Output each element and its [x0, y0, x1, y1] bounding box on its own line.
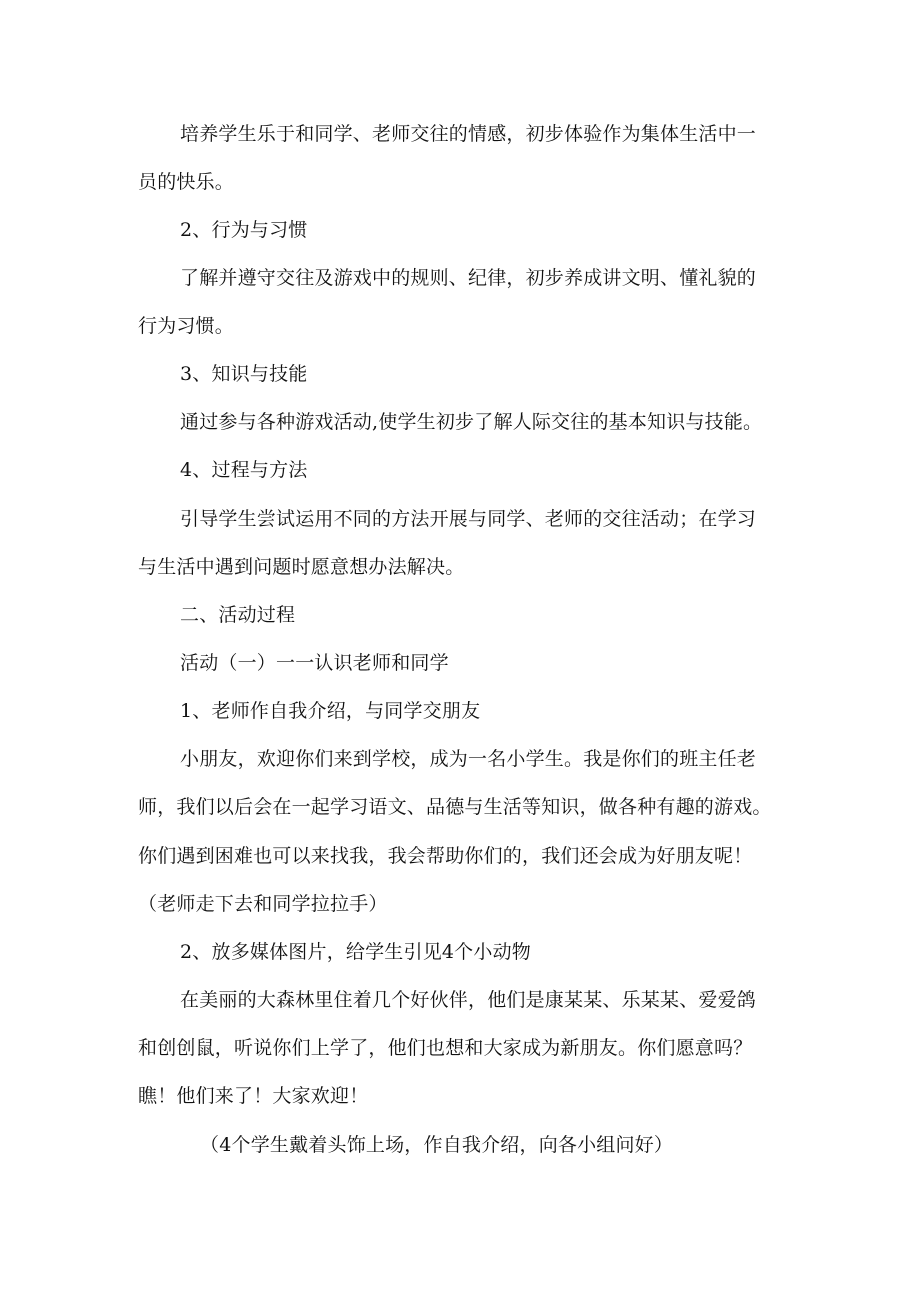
- section-heading: 3、知识与技能: [180, 363, 308, 385]
- paragraph-line: 行为习惯。: [138, 315, 235, 337]
- paragraph-line: 在美丽的大森林里住着几个好伙伴，他们是康某某、乐某某、爱爱鸽: [180, 989, 757, 1011]
- paragraph-line: 瞧！他们来了！大家欢迎！: [138, 1085, 369, 1107]
- paragraph-line: 员的快乐。: [138, 171, 235, 193]
- section-heading: 1、老师作自我介绍，与同学交朋友: [180, 700, 481, 722]
- section-heading: 二、活动过程: [180, 604, 296, 626]
- paragraph-line: 小朋友，欢迎你们来到学校，成为一名小学生。我是你们的班主任老: [180, 748, 757, 770]
- paragraph-line: 通过参与各种游戏活动,使学生初步了解人际交往的基本知识与技能。: [180, 411, 763, 433]
- paragraph-line: 了解并遵守交往及游戏中的规则、纪律，初步养成讲文明、懂礼貌的: [180, 267, 757, 289]
- paragraph-line: 和创创鼠，听说你们上学了，他们也想和大家成为新朋友。你们愿意吗？: [138, 1037, 753, 1059]
- paragraph-line: 与生活中遇到问题时愿意想办法解决。: [138, 556, 465, 578]
- paragraph-line: （老师走下去和同学拉拉手）: [138, 893, 388, 915]
- section-heading: 4、过程与方法: [180, 459, 308, 481]
- activity-heading: 活动（一）一一认识老师和同学: [180, 652, 449, 674]
- paragraph-line: 你们遇到困难也可以来找我，我会帮助你们的，我们还会成为好朋友呢！: [138, 845, 753, 867]
- section-heading: 2、行为与习惯: [180, 219, 308, 241]
- paragraph-line: （4个学生戴着头饰上场，作自我介绍，向各小组问好）: [200, 1134, 674, 1156]
- paragraph-line: 引导学生尝试运用不同的方法开展与同学、老师的交往活动；在学习: [180, 508, 757, 530]
- paragraph-line: 师，我们以后会在一起学习语文、品德与生活等知识，做各种有趣的游戏。: [138, 796, 772, 818]
- paragraph-line: 培养学生乐于和同学、老师交往的情感，初步体验作为集体生活中一: [180, 123, 757, 145]
- section-heading: 2、放多媒体图片，给学生引见4个小动物: [180, 941, 531, 963]
